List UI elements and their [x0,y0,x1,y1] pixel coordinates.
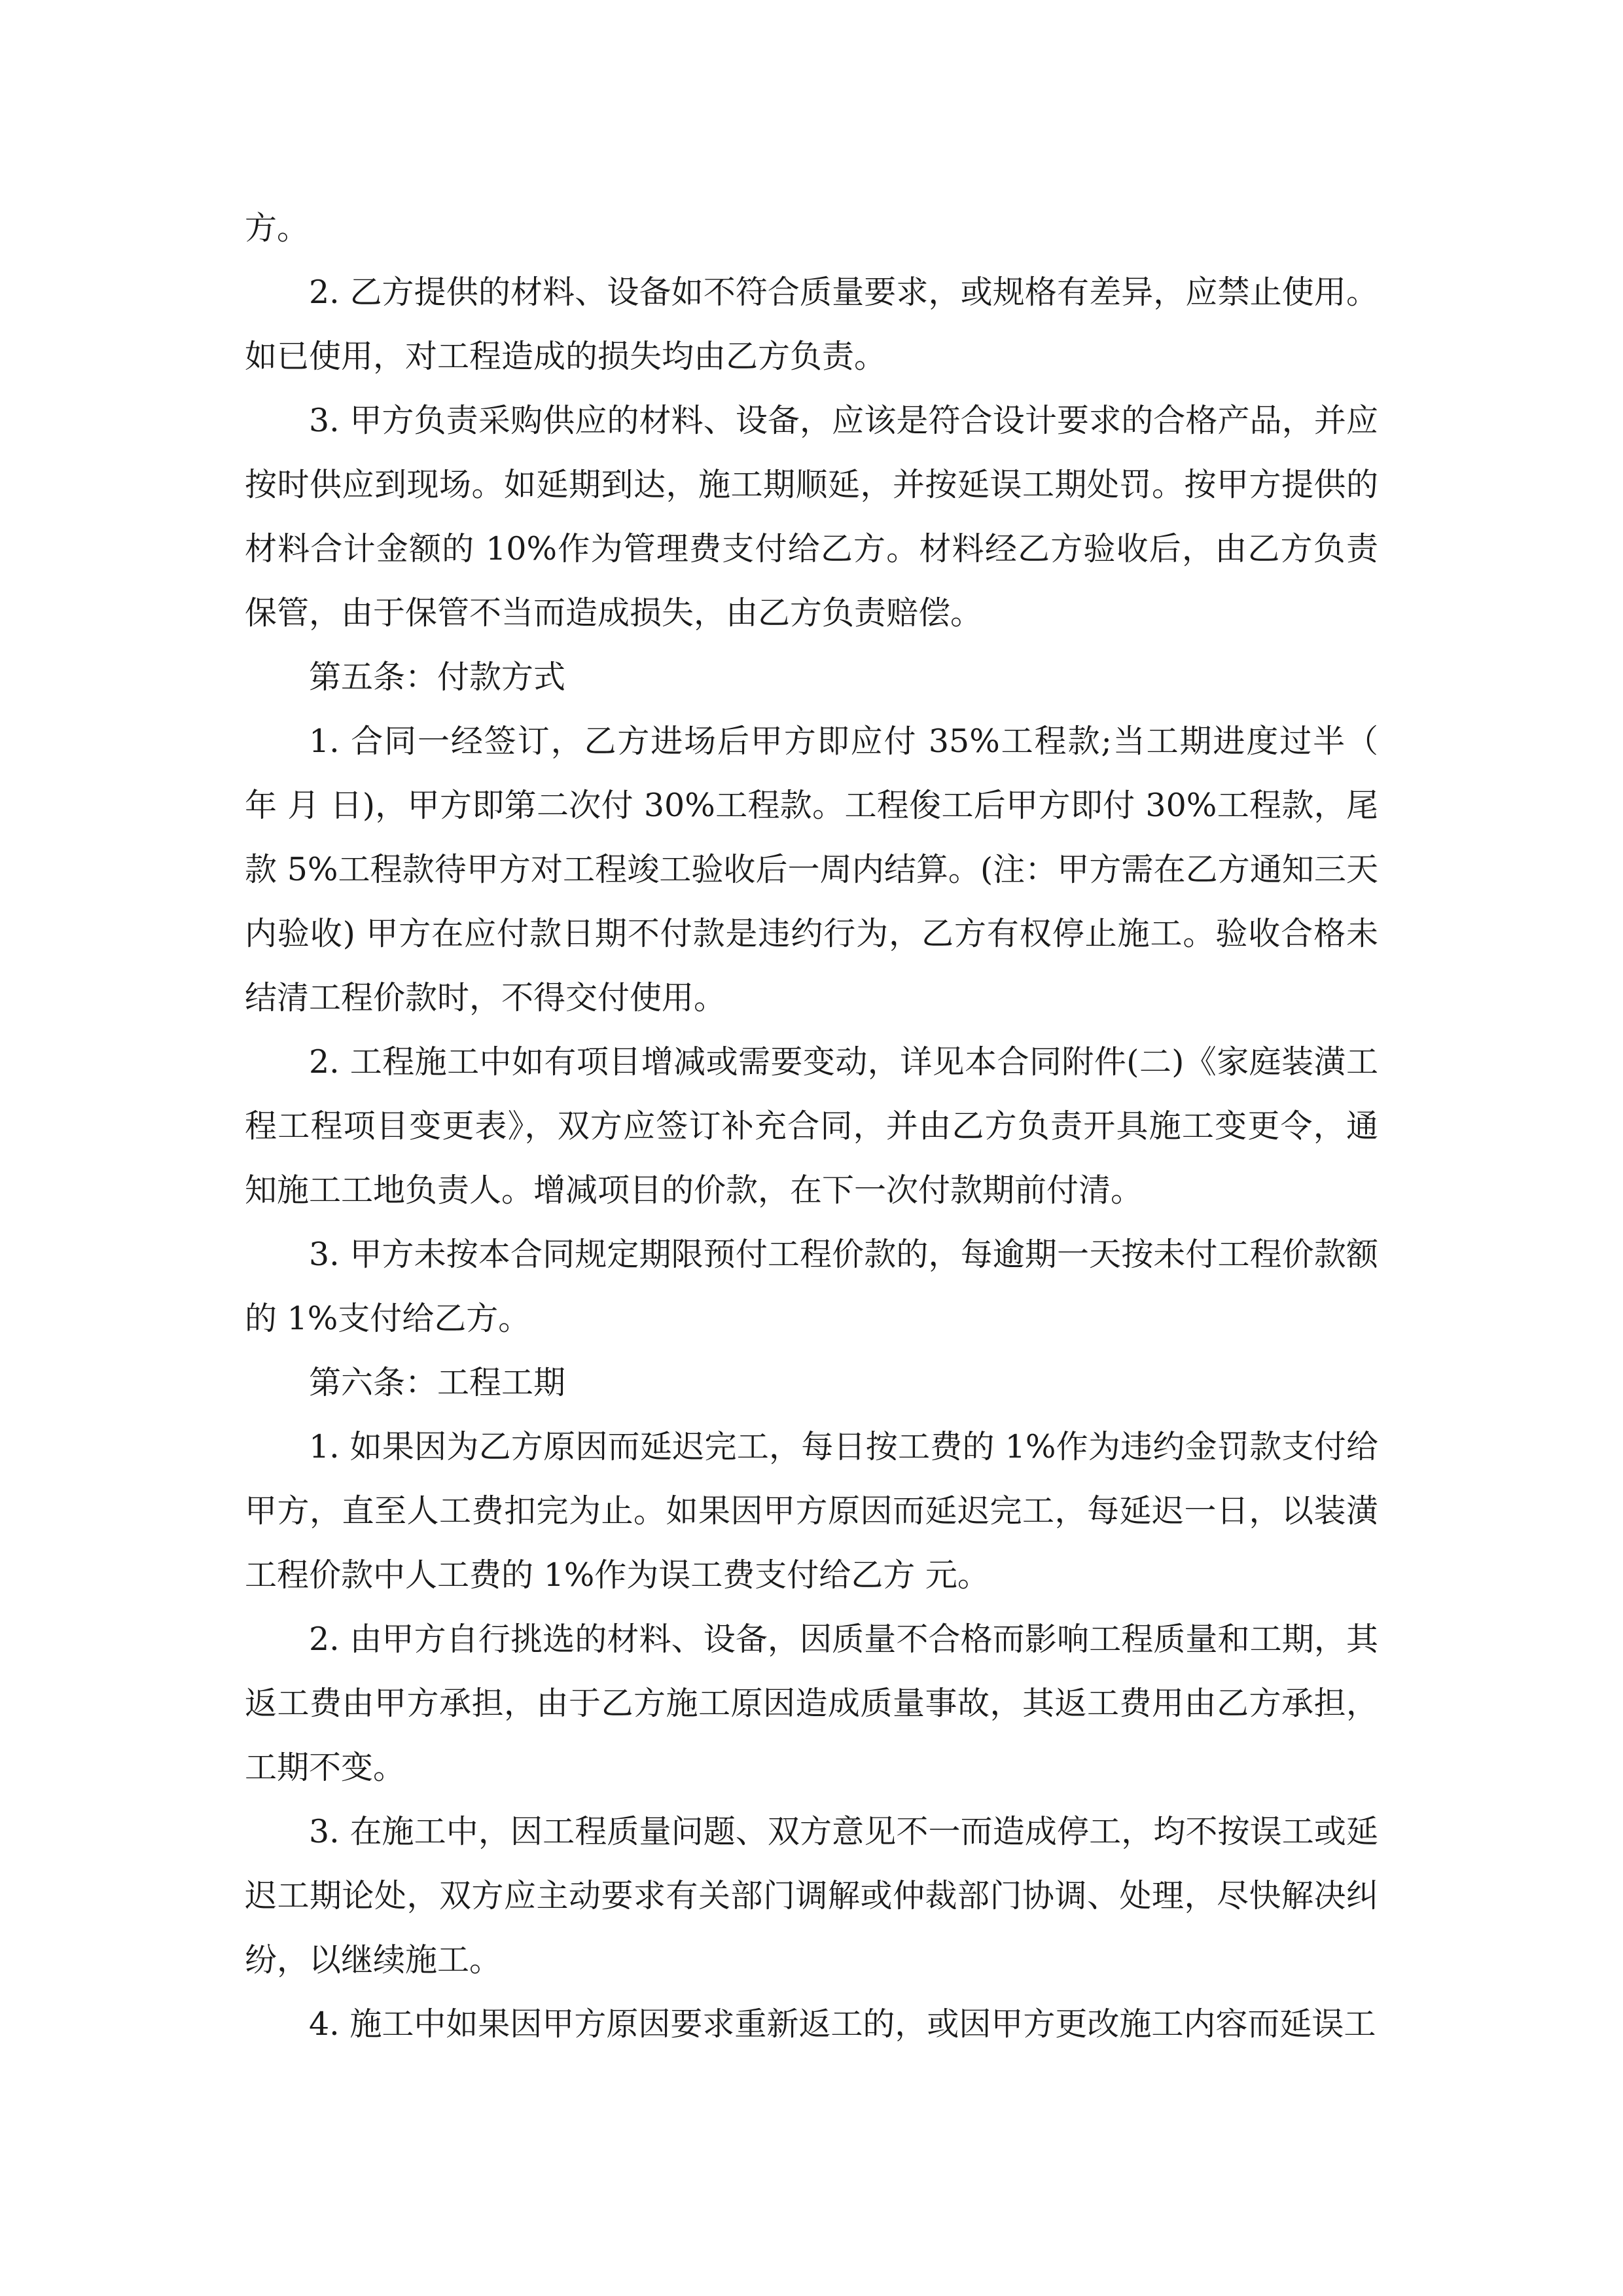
paragraph-clause-4-3: 3. 甲方负责采购供应的材料、设备，应该是符合设计要求的合格产品，并应按时供应到现场。如延期到达，施工期顺延，并按延误工期处罚。按甲方提供的材料合计金额的 10%作为管理费支付给乙方。材料经乙方验收后，由乙方负责保管，由于保管不当而造成损失，由乙方负责赔偿。 [245,402,1378,632]
paragraph-clause-5-1: 1. 合同一经签订，乙方进场后甲方即应付 35%工程款;当工期进度过半（ 年 月 日)，甲方即第二次付 30%工程款。工程俊工后甲方即付 30%工程款，尾款 5%工程款待甲方对工程竣工验收后一周内结算。(注：甲方需在乙方通知三天内验收) 甲方在应付款日期不付款是违约行为，乙方有权停止施工。验收合格未结清工程价款时，不得交付使用。 [245,723,1378,1016]
paragraph-clause-6-1: 1. 如果因为乙方原因而延迟完工，每日按工费的 1%作为违约金罚款支付给甲方，直至人工费扣完为止。如果因甲方原因而延迟完工，每延迟一日，以装潢工程价款中人工费的 1%作为误工费支付给乙方 元。 [245,1428,1378,1594]
paragraph-clause-5-3: 3. 甲方未按本合同规定期限预付工程价款的，每逾期一天按未付工程价款额的 1%支付给乙方。 [245,1236,1378,1337]
contract-text-body [245,196,1378,2056]
section-heading-article-6: 第六条：工程工期 [309,1364,566,1401]
paragraph-clause-6-2: 2. 由甲方自行挑选的材料、设备，因质量不合格而影响工程质量和工期，其返工费由甲方承担，由于乙方施工原因造成质量事故，其返工费用由乙方承担，工期不变。 [245,1621,1378,1786]
paragraph-clause-4-2: 2. 乙方提供的材料、设备如不符合质量要求，或规格有差异，应禁止使用。如已使用，对工程造成的损失均由乙方负责。 [245,274,1378,375]
section-heading-article-5: 第五条：付款方式 [309,658,566,696]
paragraph-continuation: 方。 [245,209,310,247]
paragraph-clause-5-2: 2. 工程施工中如有项目增减或需要变动，详见本合同附件(二)《家庭装潢工程工程项目变更表》，双方应签订补充合同，并由乙方负责开具施工变更令，通知施工工地负责人。增减项目的价款，在下一次付款期前付清。 [245,1043,1378,1209]
paragraph-clause-6-4: 4. 施工中如果因甲方原因要求重新返工的，或因甲方更改施工内容而延误工 [309,2005,1376,2043]
paragraph-clause-6-3: 3. 在施工中，因工程质量问题、双方意见不一而造成停工，均不按误工或延迟工期论处，双方应主动要求有关部门调解或仲裁部门协调、处理，尽快解决纠纷，以继续施工。 [245,1813,1378,1979]
